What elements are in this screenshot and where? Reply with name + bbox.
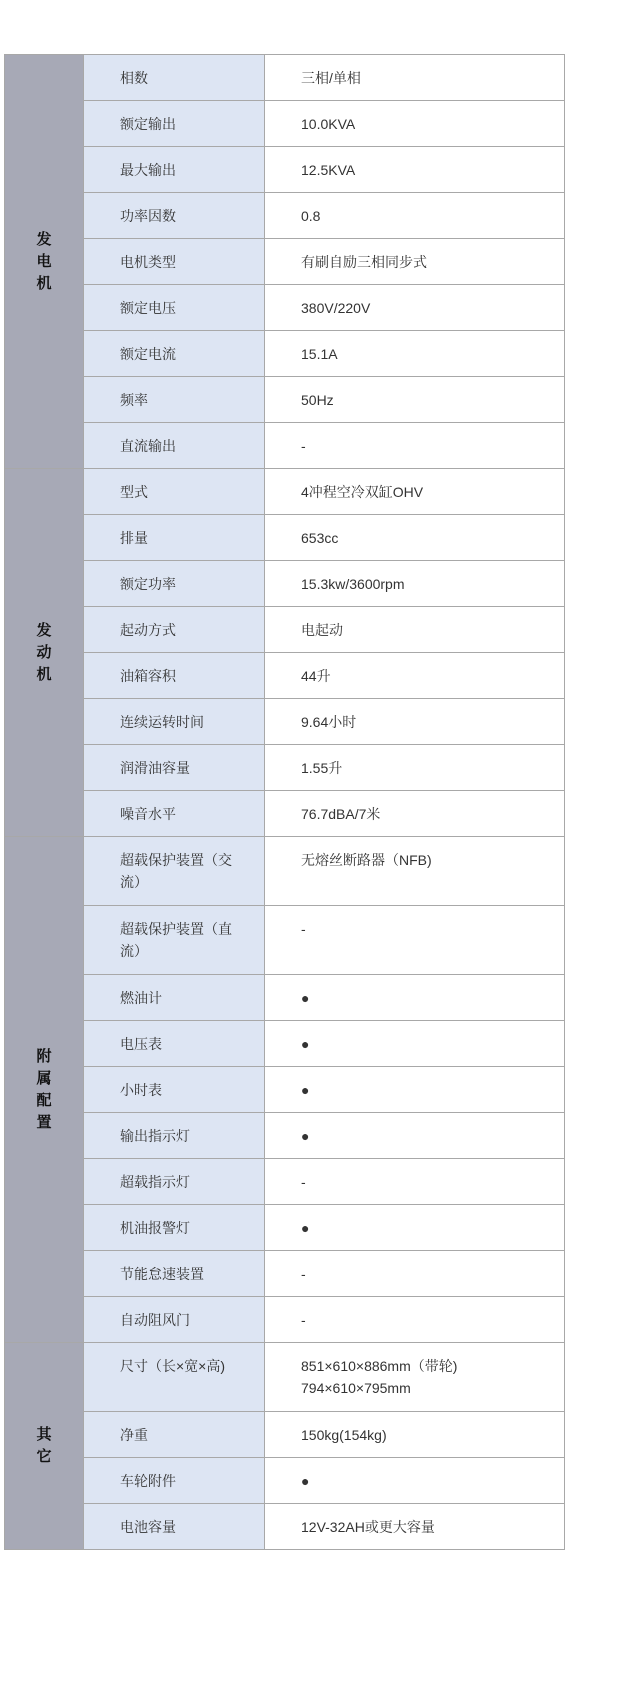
spec-row (5, 1113, 565, 1159)
spec-label: 超载保护装置（交流） (120, 852, 232, 890)
spec-label-cell (84, 377, 265, 423)
spec-value: ● (301, 990, 310, 1006)
spec-value-cell (265, 699, 565, 745)
spec-value: 851×610×886mm（带轮) 794×610×795mm (301, 1358, 458, 1396)
spec-row (5, 147, 565, 193)
group-label (5, 55, 84, 469)
spec-value: 50Hz (301, 392, 334, 408)
spec-label-cell (84, 1251, 265, 1297)
spec-label-cell (84, 193, 265, 239)
group-label (5, 1343, 84, 1550)
spec-value: 76.7dBA/7米 (301, 806, 381, 822)
spec-value: - (301, 1312, 306, 1328)
spec-value: ● (301, 1220, 310, 1236)
spec-label: 频率 (120, 392, 148, 408)
spec-label-cell (84, 1159, 265, 1205)
spec-value: 12.5KVA (301, 162, 356, 178)
spec-label: 电机类型 (120, 254, 176, 270)
spec-value: 0.8 (301, 208, 321, 224)
spec-value-cell (265, 469, 565, 515)
spec-row (5, 906, 565, 975)
spec-value-cell (265, 1067, 565, 1113)
spec-value: 4冲程空冷双缸OHV (301, 484, 424, 500)
group-label (5, 469, 84, 837)
spec-value: 有刷自励三相同步式 (301, 254, 427, 270)
spec-value-cell (265, 975, 565, 1021)
spec-row (5, 837, 565, 906)
group-name: 其它 (36, 1426, 52, 1465)
spec-value-cell (265, 55, 565, 101)
spec-label-cell (84, 906, 265, 975)
spec-row (5, 101, 565, 147)
spec-row (5, 1504, 565, 1550)
spec-value-cell (265, 377, 565, 423)
group-name: 发电机 (36, 230, 52, 292)
spec-label: 尺寸（长×宽×高) (120, 1358, 226, 1374)
spec-label-cell (84, 147, 265, 193)
spec-label: 起动方式 (120, 622, 176, 638)
spec-value-cell (265, 1113, 565, 1159)
spec-value-cell (265, 653, 565, 699)
spec-label: 机油报警灯 (120, 1220, 190, 1236)
spec-value-cell (265, 239, 565, 285)
spec-row (5, 193, 565, 239)
spec-label-cell (84, 791, 265, 837)
spec-label-cell (84, 975, 265, 1021)
spec-row (5, 377, 565, 423)
spec-row (5, 561, 565, 607)
spec-label: 最大输出 (120, 162, 176, 178)
spec-value: - (301, 1174, 306, 1190)
spec-value-cell (265, 1205, 565, 1251)
spec-label: 额定电压 (120, 300, 176, 316)
spec-label: 油箱容积 (120, 668, 176, 684)
spec-value-cell (265, 331, 565, 377)
spec-table (4, 54, 565, 1550)
spec-label: 额定电流 (120, 346, 176, 362)
spec-label-cell (84, 745, 265, 791)
spec-value-cell (265, 1343, 565, 1412)
group-label (5, 837, 84, 1343)
spec-row (5, 607, 565, 653)
spec-value-cell (265, 1159, 565, 1205)
spec-value-cell (265, 837, 565, 906)
spec-value-cell (265, 193, 565, 239)
spec-value-cell (265, 1412, 565, 1458)
spec-label: 小时表 (120, 1082, 162, 1098)
spec-row (5, 1458, 565, 1504)
spec-row (5, 699, 565, 745)
spec-row (5, 1297, 565, 1343)
spec-label: 排量 (120, 530, 148, 546)
spec-value-cell (265, 607, 565, 653)
spec-value: - (301, 1266, 306, 1282)
spec-label: 噪音水平 (120, 806, 176, 822)
spec-value: 三相/单相 (301, 70, 361, 86)
spec-label-cell (84, 561, 265, 607)
spec-label: 超载指示灯 (120, 1174, 190, 1190)
spec-value: - (301, 438, 306, 454)
spec-row (5, 1412, 565, 1458)
spec-value: 44升 (301, 668, 331, 684)
spec-label: 车轮附件 (120, 1473, 176, 1489)
spec-row (5, 745, 565, 791)
spec-value-cell (265, 1504, 565, 1550)
spec-value: 12V-32AH或更大容量 (301, 1519, 435, 1535)
spec-label-cell (84, 1412, 265, 1458)
spec-row (5, 975, 565, 1021)
spec-value: 15.1A (301, 346, 338, 362)
spec-value: ● (301, 1128, 310, 1144)
spec-row (5, 653, 565, 699)
spec-value-cell (265, 515, 565, 561)
spec-row (5, 791, 565, 837)
spec-label-cell (84, 607, 265, 653)
spec-label-cell (84, 1021, 265, 1067)
group-name: 附属配置 (36, 1047, 52, 1131)
spec-value-cell (265, 745, 565, 791)
spec-value-cell (265, 1458, 565, 1504)
spec-label-cell (84, 653, 265, 699)
spec-row (5, 1159, 565, 1205)
spec-value: 9.64小时 (301, 714, 357, 730)
spec-value: ● (301, 1036, 310, 1052)
spec-label-cell (84, 1504, 265, 1550)
spec-row (5, 1251, 565, 1297)
spec-label: 额定功率 (120, 576, 176, 592)
spec-value-cell (265, 1297, 565, 1343)
spec-label-cell (84, 1297, 265, 1343)
spec-label: 燃油计 (120, 990, 162, 1006)
spec-value-cell (265, 791, 565, 837)
spec-value: 1.55升 (301, 760, 343, 776)
spec-label: 型式 (120, 484, 148, 500)
spec-label: 节能怠速装置 (120, 1266, 204, 1282)
spec-value: 10.0KVA (301, 116, 356, 132)
spec-value: 无熔丝断路器（NFB) (301, 852, 432, 868)
spec-value-cell (265, 906, 565, 975)
spec-label: 自动阻风门 (120, 1312, 190, 1328)
spec-label: 功率因数 (120, 208, 176, 224)
spec-label: 超载保护装置（直流） (120, 921, 232, 959)
spec-row (5, 1205, 565, 1251)
spec-row (5, 285, 565, 331)
spec-label: 输出指示灯 (120, 1128, 190, 1144)
spec-row (5, 1021, 565, 1067)
spec-row (5, 515, 565, 561)
spec-label-cell (84, 699, 265, 745)
spec-label: 直流输出 (120, 438, 176, 454)
spec-label: 额定输出 (120, 116, 176, 132)
spec-label-cell (84, 515, 265, 561)
spec-row (5, 1067, 565, 1113)
spec-label-cell (84, 55, 265, 101)
spec-label: 相数 (120, 70, 148, 86)
spec-label: 净重 (120, 1427, 148, 1443)
spec-label-cell (84, 1458, 265, 1504)
group-name: 发动机 (36, 621, 52, 683)
spec-value: - (301, 921, 306, 937)
spec-label-cell (84, 285, 265, 331)
spec-value: 653cc (301, 530, 339, 546)
spec-value: 380V/220V (301, 300, 371, 316)
spec-label-cell (84, 837, 265, 906)
spec-value: ● (301, 1473, 310, 1489)
spec-label-cell (84, 1343, 265, 1412)
spec-value: 电起动 (301, 622, 343, 638)
spec-table-body (5, 55, 565, 1550)
spec-value: ● (301, 1082, 310, 1098)
spec-label: 润滑油容量 (120, 760, 190, 776)
spec-label-cell (84, 239, 265, 285)
spec-value-cell (265, 423, 565, 469)
spec-label: 电池容量 (120, 1519, 176, 1535)
spec-row (5, 423, 565, 469)
spec-value-cell (265, 147, 565, 193)
spec-label: 连续运转时间 (120, 714, 204, 730)
spec-value-cell (265, 285, 565, 331)
spec-label-cell (84, 101, 265, 147)
spec-value-cell (265, 561, 565, 607)
spec-value-cell (265, 1021, 565, 1067)
spec-row (5, 1343, 565, 1412)
spec-label-cell (84, 1113, 265, 1159)
spec-value-cell (265, 1251, 565, 1297)
spec-row (5, 55, 565, 101)
spec-label-cell (84, 1067, 265, 1113)
spec-row (5, 331, 565, 377)
spec-value-cell (265, 101, 565, 147)
spec-label-cell (84, 423, 265, 469)
spec-row (5, 239, 565, 285)
spec-label-cell (84, 331, 265, 377)
spec-label: 电压表 (120, 1036, 162, 1052)
spec-label-cell (84, 469, 265, 515)
spec-label-cell (84, 1205, 265, 1251)
spec-row (5, 469, 565, 515)
spec-value: 150kg(154kg) (301, 1427, 387, 1443)
spec-value: 15.3kw/3600rpm (301, 576, 405, 592)
